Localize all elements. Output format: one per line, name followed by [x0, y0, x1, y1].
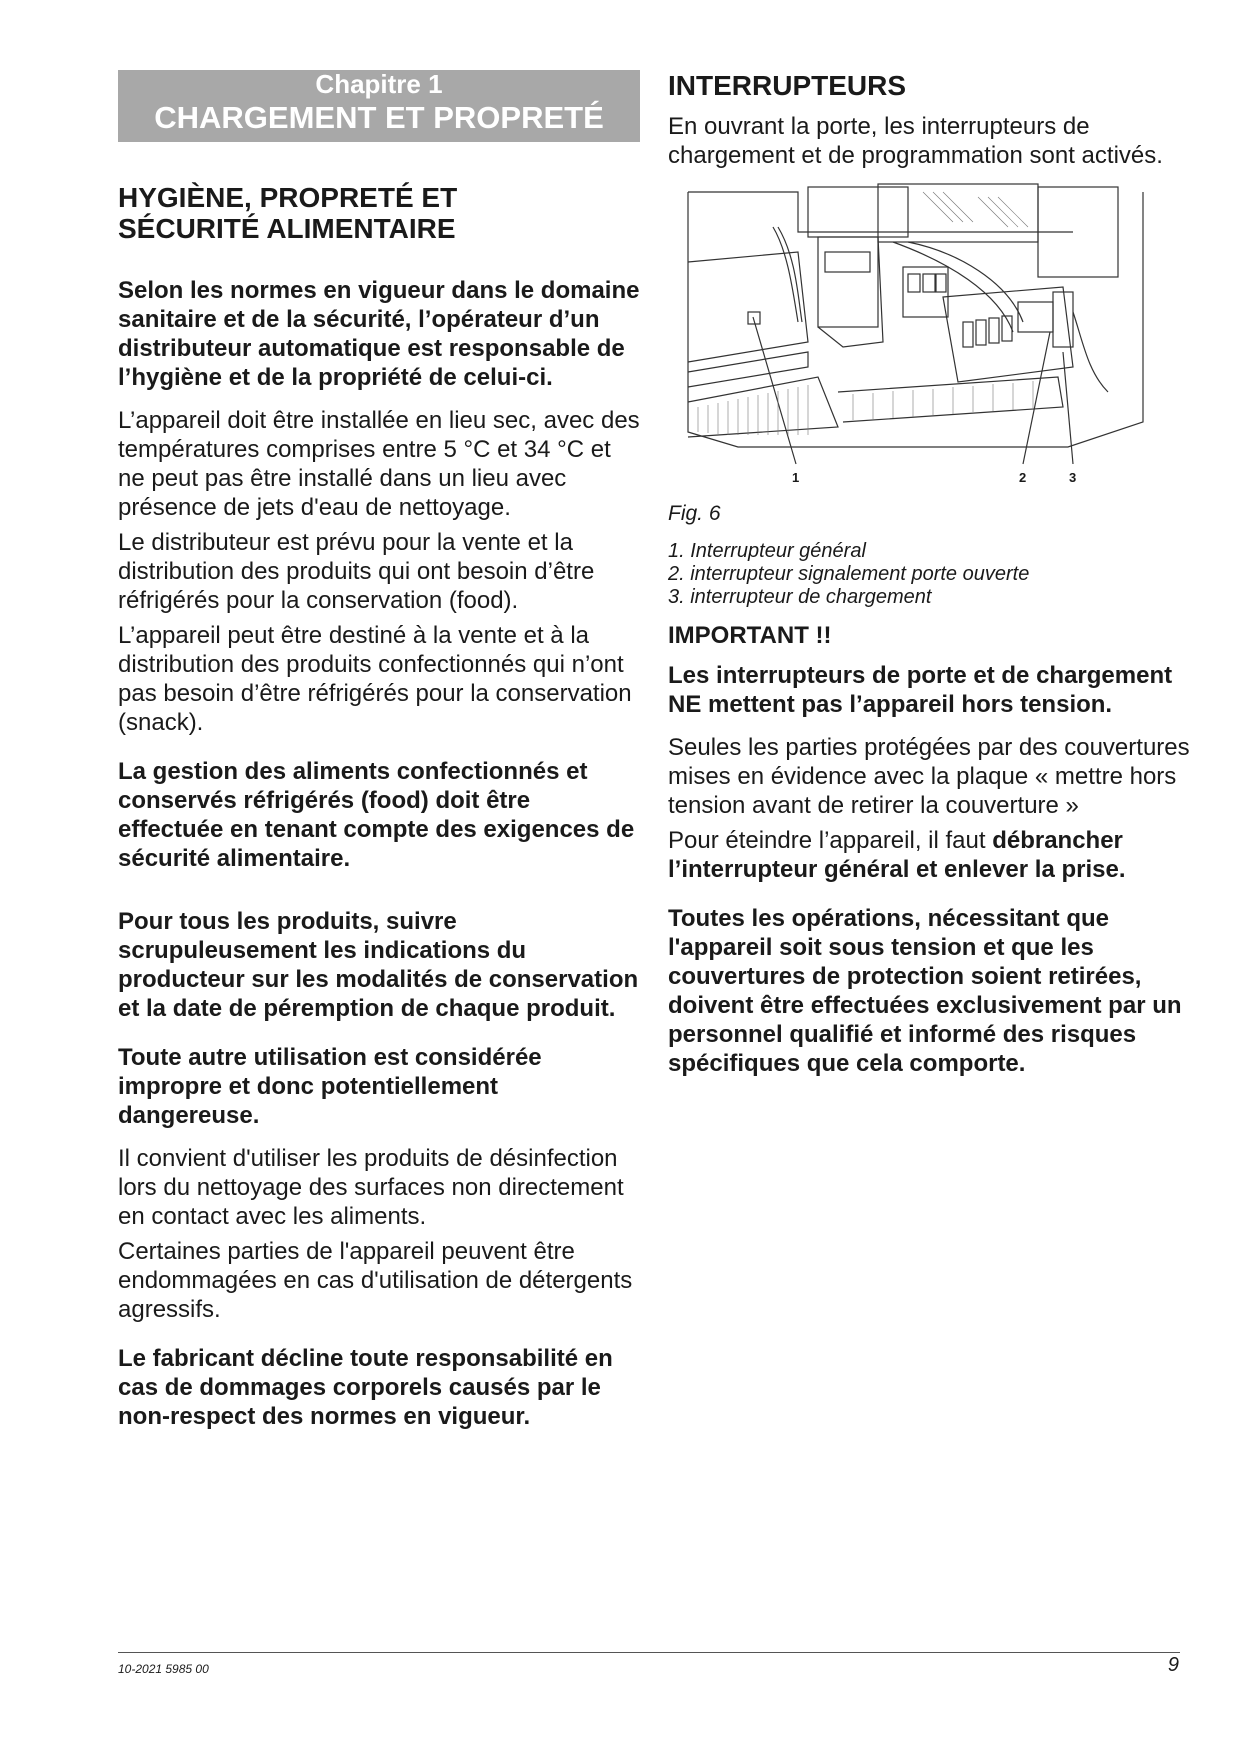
- figure-caption: Fig. 6: [668, 502, 721, 525]
- legend-item-door-open-switch: 2. interrupteur signalement porte ouverte: [668, 563, 1030, 585]
- paragraph-food: Le distributeur est prévu pour la vente et la distribution des produits qui ont besoin d’être réfrigérés pour la conservation (food).: [118, 529, 595, 614]
- section-heading-line2: SÉCURITÉ ALIMENTAIRE: [118, 213, 456, 244]
- paragraph-disinfection: Il convient d'utiliser les produits de désinfection lors du nettoyage des surfaces non directement en contact avec les aliments.: [118, 1145, 624, 1230]
- paragraph-switches-intro: En ouvrant la porte, les interrupteurs de chargement et de programmation sont activés.: [668, 113, 1163, 169]
- chapter-banner: [118, 70, 640, 142]
- section-heading-switches: INTERRUPTEURS: [668, 70, 907, 101]
- callout-1: 1: [792, 470, 800, 485]
- right-column: [668, 70, 1198, 1078]
- figure-legend: [668, 540, 1198, 609]
- power-off-instruction: débrancher l’interrupteur général et enlever la prise.: [668, 827, 1126, 883]
- legend-item-loading-switch: 3. interrupteur de chargement: [668, 586, 932, 608]
- paragraph-liability: Le fabricant décline toute responsabilité en cas de dommages corporels causés par le non-respect des normes en vigueur.: [118, 1345, 613, 1430]
- footer-divider: [118, 1652, 1180, 1653]
- callout-3: 3: [1069, 470, 1077, 485]
- paragraph-important-warning: Les interrupteurs de porte et de chargement NE mettent pas l’appareil hors tension.: [668, 662, 1173, 718]
- footer-document-code: 10-2021 5985 00: [118, 1662, 209, 1676]
- important-heading: IMPORTANT !!: [668, 622, 832, 649]
- paragraph-snack: L’appareil peut être destiné à la vente et à la distribution des produits confectionnés qui n’ont pas besoin d’être réfrigérés pour la conservation (snack).: [118, 622, 632, 736]
- machine-interior-drawing: [678, 182, 1154, 490]
- callout-2: 2: [1019, 470, 1027, 485]
- paragraph-food-safety: La gestion des aliments confectionnés et conservés réfrigérés (food) doit être effectuée en tenant compte des exigences de sécurité alimentaire.: [118, 758, 635, 872]
- section-heading-hygiene: [118, 182, 640, 244]
- paragraph-protected-parts: Seules les parties protégées par des couvertures mises en évidence avec la plaque « mettre hors tension avant de retirer la couverture »: [668, 734, 1190, 819]
- paragraph-qualified-personnel: Toutes les opérations, nécessitant que l'appareil soit sous tension et que les couvertures de protection soient retirées, doivent être effectuées exclusivement par un personnel qualifié et informé des risques spécifiques que cela comporte.: [668, 905, 1182, 1077]
- paragraph-improper-use: Toute autre utilisation est considérée impropre et donc potentiellement dangereuse.: [118, 1044, 542, 1129]
- figure-switches: [678, 182, 1154, 490]
- power-off-text: Pour éteindre l’appareil, il faut: [668, 827, 993, 854]
- chapter-title: CHARGEMENT ET PROPRETÉ: [154, 100, 604, 135]
- paragraph-detergents: Certaines parties de l'appareil peuvent être endommagées en cas d'utilisation de détergents agressifs.: [118, 1238, 633, 1323]
- section-heading-line1: HYGIÈNE, PROPRETÉ ET: [118, 182, 458, 213]
- left-column: [118, 70, 640, 1431]
- paragraph-power-off: [668, 826, 1198, 884]
- paragraph-norms: Selon les normes en vigueur dans le domaine sanitaire et de la sécurité, l’opérateur d’un distributeur automatique est responsable de l’hygiène et de la propriété de celui-ci.: [118, 277, 640, 391]
- paragraph-producer-instructions: Pour tous les produits, suivre scrupuleusement les indications du producteur sur les modalités de conservation et la date de péremption de chaque produit.: [118, 908, 639, 1022]
- legend-item-general-switch: 1. Interrupteur général: [668, 540, 866, 562]
- chapter-label: Chapitre 1: [315, 69, 443, 99]
- page-number: 9: [1167, 1654, 1179, 1676]
- paragraph-installation: L’appareil doit être installée en lieu sec, avec des températures comprises entre 5 °C et 34 °C et ne peut pas être installé dans un lieu avec présence de jets d'eau de nettoyage.: [118, 407, 640, 521]
